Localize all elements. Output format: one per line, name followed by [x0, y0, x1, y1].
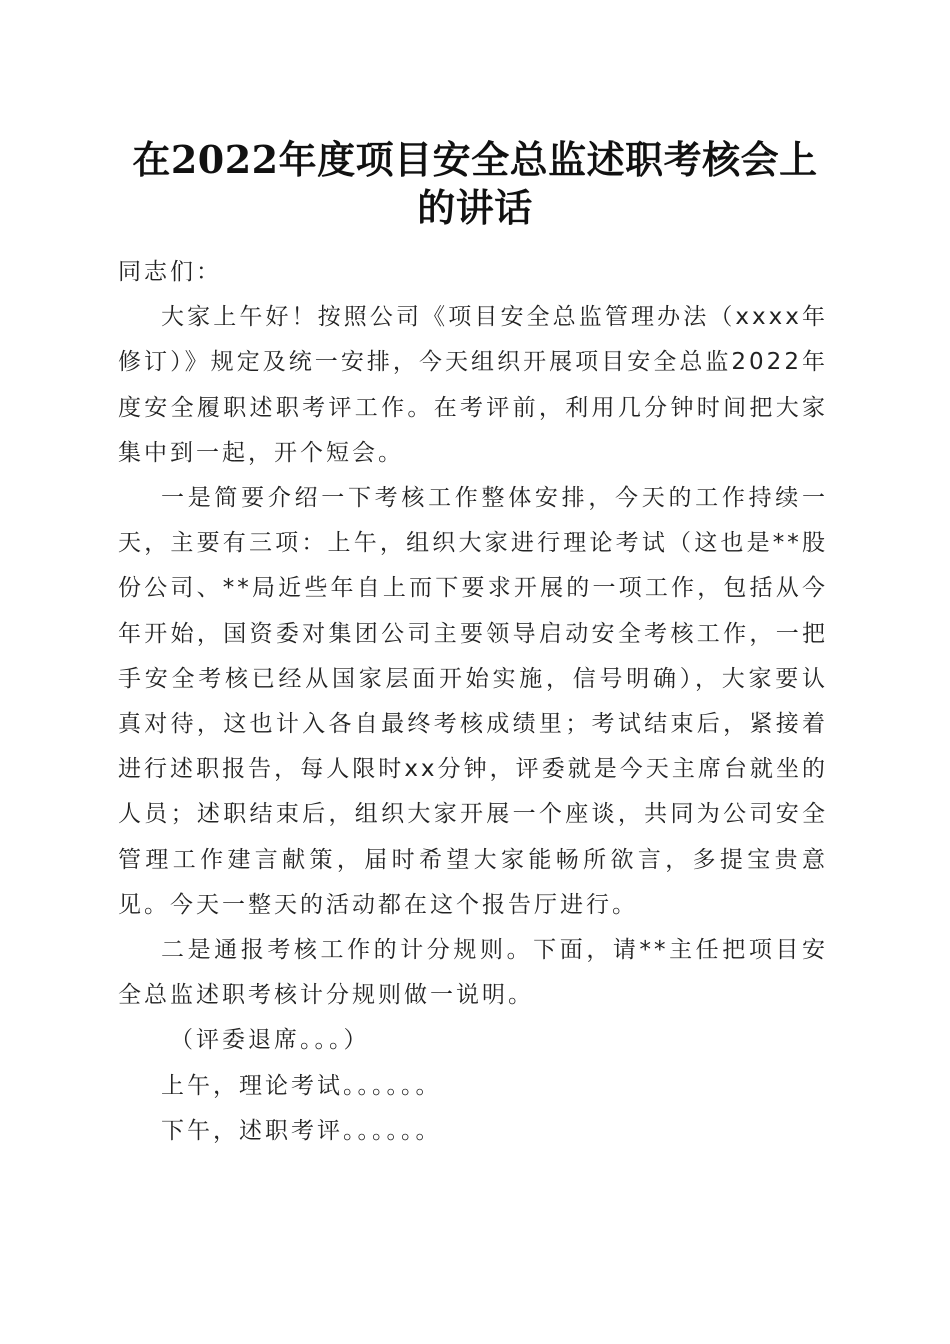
paragraph-scoring: 二是通报考核工作的计分规则。下面，请**主任把项目安全总监述职考核计分规则做一说明。	[118, 937, 828, 1009]
paragraph-schedule: 一是简要介绍一下考核工作整体安排，今天的工作持续一天，主要有三项：上午，组织大家进行理论考试（这也是**股份公司、**局近些年自上而下要求开展的一项工作，包括从今年开始，国资委对集团公司主要领导启动安全考核工作，一把手安全考核已经从国家层面开始实施，信号明确），大家要认真对待，这也计入各自最终考核成绩里；考试结束后，紧接着进行述职报告，每人限时xx分钟，评委就是今天主席台就坐的人员；述职结束后，组织大家开展一个座谈，共同为公司安全管理工作建言献策，届时希望大家能畅所欲言，多提宝贵意见。今天一整天的活动都在这个报告厅进行。	[118, 485, 828, 918]
greeting: 同志们：	[118, 259, 222, 285]
note-judges-leave: （评委退席。。。）	[170, 1027, 370, 1054]
note-morning: 上午，理论考试。。。。。。	[161, 1072, 442, 1099]
note-afternoon: 下午，述职考评。。。。。。	[161, 1117, 442, 1144]
document-title: 在2022年度项目安全总监述职考核会上的讲话	[132, 137, 818, 230]
paragraph-opening: 大家上午好！按照公司《项目安全总监管理办法（xxxx年修订）》规定及统一安排，今天组织开展项目安全总监2022年度安全履职述职考评工作。在考评前，利用几分钟时间把大家集中到一起，开个短会。	[118, 304, 828, 466]
document-body	[118, 250, 828, 1154]
